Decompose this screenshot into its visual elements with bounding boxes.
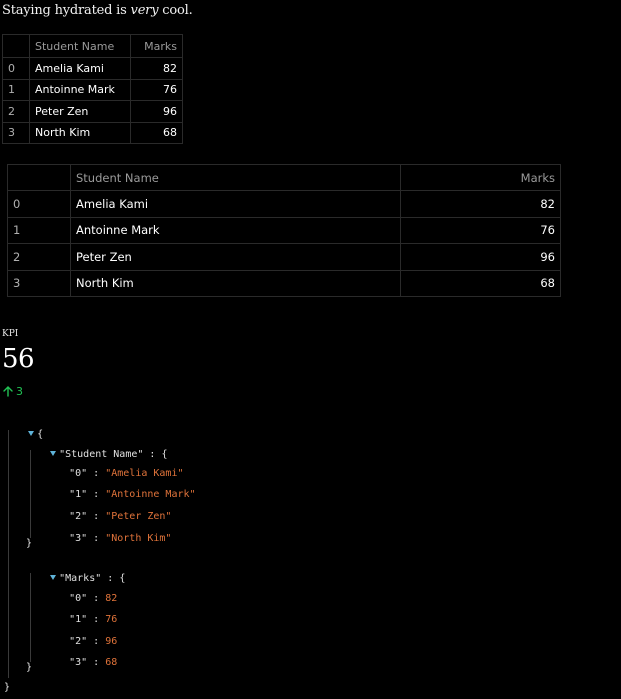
cell-marks[interactable]: 68	[401, 270, 561, 297]
cell-student-name[interactable]: North Kim	[71, 270, 401, 297]
cell-student-name[interactable]: North Kim	[30, 122, 131, 144]
cell-student-name[interactable]: Amelia Kami	[71, 191, 401, 218]
cell-marks[interactable]: 82	[401, 191, 561, 218]
json-sep: :	[87, 533, 106, 544]
json-sep: :	[87, 511, 106, 522]
table-row	[8, 191, 561, 218]
index-header	[8, 165, 71, 191]
cell-marks[interactable]: 76	[401, 217, 561, 244]
json-string-value: "Antoinne Mark"	[105, 489, 196, 500]
json-key: "Student Name"	[59, 449, 144, 460]
json-indent-guide	[8, 430, 9, 678]
intro-text	[2, 3, 193, 18]
json-string-value: "North Kim"	[105, 533, 172, 544]
arrow-up-icon	[3, 386, 13, 397]
json-key: "1"	[69, 489, 88, 500]
row-index: 2	[3, 101, 30, 123]
json-key: "1"	[69, 614, 88, 625]
json-key: "0"	[69, 593, 88, 604]
row-index: 1	[3, 79, 30, 101]
cell-marks[interactable]: 82	[131, 58, 183, 80]
json-close-brace: }	[26, 662, 33, 673]
intro-suffix: cool.	[158, 3, 193, 18]
row-index: 2	[8, 244, 71, 271]
dataframe-large[interactable]	[7, 164, 561, 297]
intro-emphasis: very	[130, 3, 159, 18]
json-key: "3"	[69, 533, 88, 544]
json-item	[45, 599, 118, 625]
index-header	[3, 35, 30, 58]
intro-prefix: Staying hydrated is	[2, 3, 131, 18]
json-open-brace: {	[161, 449, 168, 460]
json-item	[45, 578, 118, 604]
cell-student-name[interactable]: Amelia Kami	[30, 58, 131, 80]
column-header-marks[interactable]: Marks	[131, 35, 183, 58]
cell-student-name[interactable]: Antoinne Mark	[30, 79, 131, 101]
json-group-student-name[interactable]	[26, 434, 168, 460]
json-close-brace: }	[26, 538, 33, 549]
row-index: 1	[8, 217, 71, 244]
row-index: 3	[3, 122, 30, 144]
json-sep: :	[87, 489, 106, 500]
row-index: 0	[8, 191, 71, 218]
json-item	[45, 474, 196, 500]
json-sep: :	[87, 636, 106, 647]
json-number-value: 76	[105, 614, 118, 625]
column-header-student-name[interactable]: Student Name	[71, 165, 401, 191]
table-row	[8, 244, 561, 271]
json-key: "0"	[69, 468, 88, 479]
json-string-value: "Peter Zen"	[105, 511, 172, 522]
cell-student-name[interactable]: Peter Zen	[30, 101, 131, 123]
json-root-open-brace: {	[37, 429, 44, 440]
json-item	[45, 496, 172, 522]
table-header-row	[8, 165, 561, 191]
json-key: "2"	[69, 511, 88, 522]
json-string-value: "Amelia Kami"	[105, 468, 184, 479]
json-item	[45, 453, 184, 479]
table-row	[8, 270, 561, 297]
table-row	[3, 122, 183, 144]
table-row	[3, 79, 183, 101]
kpi-delta-value: 3	[16, 385, 23, 398]
json-open-brace: {	[119, 573, 126, 584]
json-sep: :	[87, 657, 106, 668]
json-key: "2"	[69, 636, 88, 647]
json-sep: :	[87, 614, 106, 625]
cell-marks[interactable]: 68	[131, 122, 183, 144]
table-row	[8, 217, 561, 244]
json-sep: :	[87, 593, 106, 604]
row-index: 0	[3, 58, 30, 80]
json-key: "Marks"	[59, 573, 102, 584]
kpi-value: 56	[2, 344, 35, 374]
column-header-marks[interactable]: Marks	[401, 165, 561, 191]
json-sep: :	[101, 573, 120, 584]
dataframe-small[interactable]	[2, 34, 183, 144]
json-viewer[interactable]	[0, 410, 621, 699]
json-indent-guide	[30, 450, 31, 538]
table-header-row	[3, 35, 183, 58]
kpi-delta	[3, 385, 23, 398]
json-root-close-brace: }	[4, 682, 11, 693]
cell-student-name[interactable]: Antoinne Mark	[71, 217, 401, 244]
table-row	[3, 101, 183, 123]
json-indent-guide	[30, 573, 31, 662]
json-item	[45, 518, 172, 544]
table-row	[3, 58, 183, 80]
cell-marks[interactable]: 76	[131, 79, 183, 101]
json-sep: :	[143, 449, 162, 460]
json-item	[45, 621, 118, 647]
json-item	[45, 642, 118, 668]
row-index: 3	[8, 270, 71, 297]
column-header-student-name[interactable]: Student Name	[30, 35, 131, 58]
cell-marks[interactable]: 96	[401, 244, 561, 271]
json-sep: :	[87, 468, 106, 479]
json-number-value: 82	[105, 593, 118, 604]
json-group-marks[interactable]	[26, 558, 126, 584]
json-number-value: 96	[105, 636, 118, 647]
cell-marks[interactable]: 96	[131, 101, 183, 123]
json-key: "3"	[69, 657, 88, 668]
cell-student-name[interactable]: Peter Zen	[71, 244, 401, 271]
kpi-label: KPI	[2, 329, 19, 339]
json-number-value: 68	[105, 657, 118, 668]
json-root-open[interactable]	[4, 414, 44, 440]
